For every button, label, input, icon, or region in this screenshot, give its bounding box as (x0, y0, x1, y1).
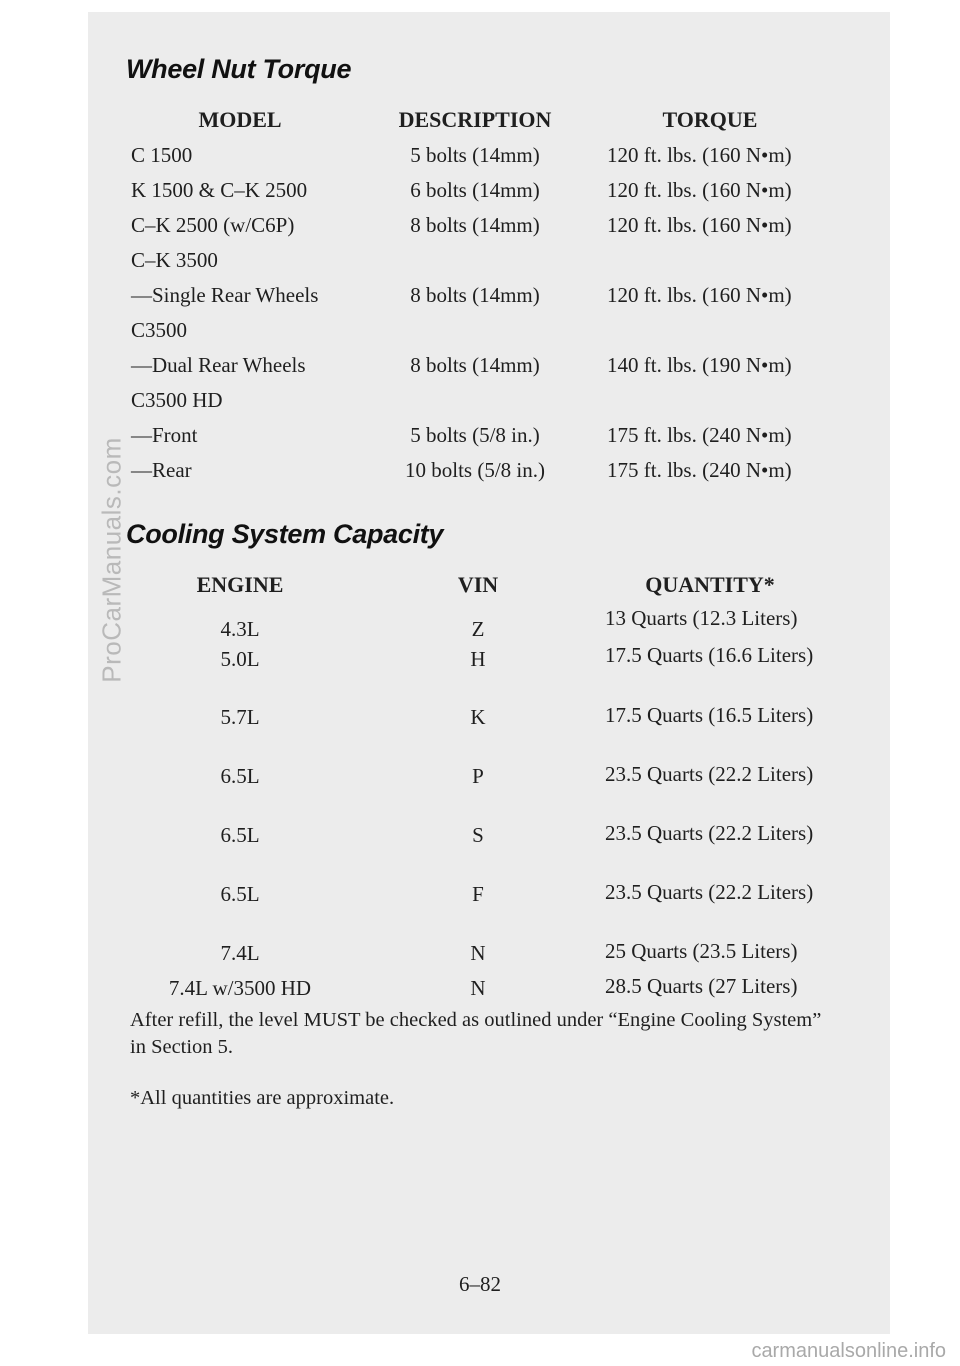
quantity-cell: 28.5 Quarts (27 Liters) (605, 974, 798, 998)
description-cell: 8 bolts (14mm) (410, 213, 540, 237)
quantity-cell: 23.5 Quarts (22.2 Liters) (605, 821, 814, 845)
quantity-cell: 17.5 Quarts (16.6 Liters) (605, 643, 814, 667)
footer-watermark: carmanualsonline.info (751, 1340, 946, 1362)
col-header-description: DESCRIPTION (398, 107, 552, 132)
wheel-nut-torque-title: Wheel Nut Torque (126, 54, 352, 84)
torque-cell: 120 ft. lbs. (160 N•m) (607, 143, 792, 167)
model-cell: C 1500 (131, 143, 193, 167)
engine-cell: 7.4L w/3500 HD (168, 976, 312, 1000)
torque-cell: 175 ft. lbs. (240 N•m) (607, 423, 792, 447)
vin-cell: K (470, 705, 486, 729)
col-header-model: MODEL (198, 107, 282, 132)
description-cell: 5 bolts (5/8 in.) (410, 423, 540, 447)
engine-cell: 5.7L (220, 705, 260, 729)
description-cell: 5 bolts (14mm) (410, 143, 540, 167)
torque-cell: 175 ft. lbs. (240 N•m) (607, 458, 792, 482)
torque-cell: 140 ft. lbs. (190 N•m) (607, 353, 792, 377)
description-cell: 8 bolts (14mm) (410, 353, 540, 377)
description-cell: 10 bolts (5/8 in.) (405, 458, 545, 482)
torque-cell: 120 ft. lbs. (160 N•m) (607, 213, 792, 237)
quantity-cell: 13 Quarts (12.3 Liters) (605, 606, 798, 630)
vin-cell: F (472, 882, 484, 906)
engine-cell: 6.5L (220, 823, 260, 847)
model-cell: K 1500 & C–K 2500 (131, 178, 308, 202)
model-cell: C3500 HD (131, 388, 223, 412)
description-cell: 6 bolts (14mm) (410, 178, 540, 202)
engine-cell: 6.5L (220, 764, 260, 788)
col-header-engine: ENGINE (196, 572, 284, 597)
manual-page (88, 12, 890, 1334)
watermark-text: ProCarManuals.com (96, 437, 127, 683)
model-cell: C3500 (131, 318, 188, 342)
vin-cell: H (470, 647, 486, 671)
vin-cell: Z (471, 617, 485, 641)
model-cell: C–K 3500 (131, 248, 218, 272)
vin-cell: P (472, 764, 484, 788)
model-cell: —Dual Rear Wheels (131, 353, 306, 377)
engine-cell: 5.0L (220, 647, 260, 671)
model-cell: C–K 2500 (w/C6P) (131, 213, 295, 237)
col-header-torque: TORQUE (662, 107, 758, 132)
refill-note: After refill, the level MUST be checked as outlined under “Engine Cooling System” in Section 5. (130, 1009, 822, 1058)
page-number: 6–82 (459, 1272, 501, 1296)
torque-cell: 120 ft. lbs. (160 N•m) (607, 283, 792, 307)
cooling-capacity-title: Cooling System Capacity (126, 519, 444, 549)
quantity-cell: 23.5 Quarts (22.2 Liters) (605, 880, 814, 904)
engine-cell: 4.3L (220, 617, 260, 641)
quantity-cell: 25 Quarts (23.5 Liters) (605, 939, 798, 963)
col-header-quantity: QUANTITY* (645, 572, 775, 597)
description-cell: 8 bolts (14mm) (410, 283, 540, 307)
quantity-cell: 23.5 Quarts (22.2 Liters) (605, 762, 814, 786)
vin-cell: N (470, 976, 486, 1000)
vin-cell: S (472, 823, 484, 847)
model-cell: —Front (131, 423, 198, 447)
model-cell: —Rear (131, 458, 192, 482)
model-cell: —Single Rear Wheels (131, 283, 319, 307)
engine-cell: 7.4L (220, 941, 260, 965)
engine-cell: 6.5L (220, 882, 260, 906)
col-header-vin: VIN (457, 572, 499, 597)
quantity-cell: 17.5 Quarts (16.5 Liters) (605, 703, 814, 727)
torque-cell: 120 ft. lbs. (160 N•m) (607, 178, 792, 202)
vin-cell: N (470, 941, 486, 965)
footnote: *All quantities are approximate. (130, 1087, 395, 1109)
